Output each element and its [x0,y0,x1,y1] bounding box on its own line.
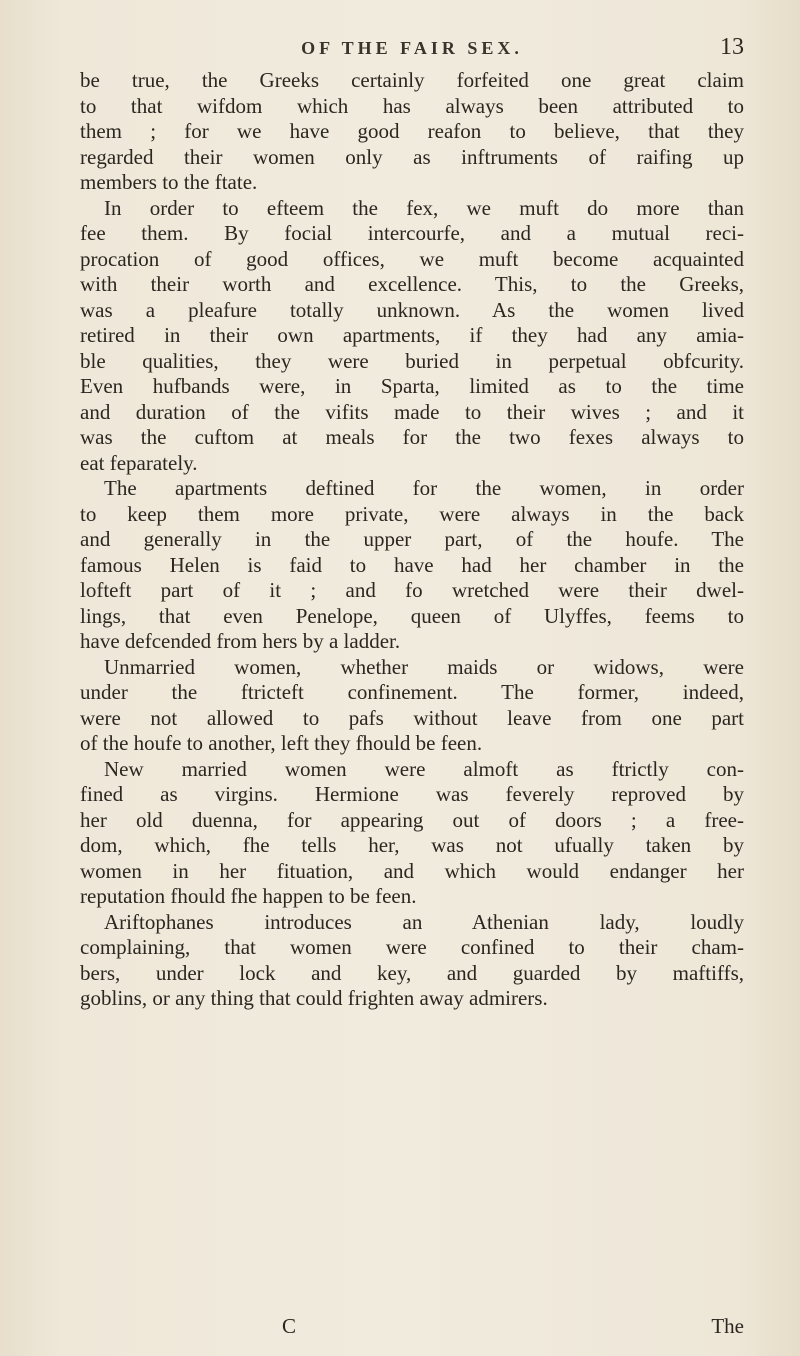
text-line: under the ftricteft confinement. The former, indeed, [80,680,744,704]
text-line: famous Helen is faid to have had her chamber in the [80,552,744,577]
text-line: lings, that even Penelope, queen of Ulyffes, feems to [80,603,744,628]
page-footer [80,1314,744,1342]
signature-mark: C [282,1314,297,1338]
text-line: eat feparately. [80,450,198,475]
body-text [80,68,744,1012]
text-line: regarded their women only as inftruments of raifing up [80,144,744,169]
text-line: procation of good offices, we muft become acquainted [80,246,744,271]
text-line: fined as virgins. Hermione was feverely reproved by [80,782,744,806]
text-line: and duration of the vifits made to their wives ; and it [80,399,744,424]
catchword: The [711,1314,744,1338]
text-line: ble qualities, they were buried in perpetual obfcurity. [80,348,744,373]
text-line: was a pleafure totally unknown. As the women lived [80,297,744,322]
text-line: of the houfe to another, left they fhould be feen. [80,731,483,755]
text-line: were not allowed to pafs without leave from one part [80,705,744,730]
text-line: was the cuftom at meals for the two fexes always to [80,425,744,449]
text-line: New married women were almoft as ftrictly con- [104,756,744,781]
text-line: to that wifdom which has always been attributed to [80,93,744,118]
text-line: reputation fhould fhe happen to be feen. [80,884,417,908]
text-line: members to the ftate. [80,170,258,194]
text-line: Even hufbands were, in Sparta, limited as to the time [80,374,744,398]
text-line: fee them. By focial intercourfe, and a mutual reci- [80,221,744,245]
text-line: her old duenna, for appearing out of doors ; a free- [80,807,744,832]
page-number: 13 [720,34,744,60]
text-line: be true, the Greeks certainly forfeited one great claim [80,68,744,92]
text-line: women in her fituation, and which would endanger her [80,858,744,883]
text-line: bers, under lock and key, and guarded by maftiffs, [80,960,744,985]
text-line: In order to efteem the fex, we muft do more than [104,195,744,220]
text-line: Unmarried women, whether maids or widows, were [104,654,744,679]
text-line: with their worth and excellence. This, to the Greeks, [80,272,744,296]
text-line: goblins, or any thing that could frighten away admirers. [80,986,548,1010]
text-line: to keep them more private, were always in the back [80,501,744,526]
text-line: them ; for we have good reafon to believe, that they [80,119,744,143]
text-line: The apartments deftined for the women, in order [104,476,744,500]
text-line: and generally in the upper part, of the houfe. The [80,527,744,551]
text-line: dom, which, fhe tells her, was not ufually taken by [80,833,744,857]
text-line: complaining, that women were confined to their cham- [80,935,744,959]
text-line: Ariftophanes introduces an Athenian lady, loudly [104,909,744,934]
text-line: lofteft part of it ; and fo wretched were their dwel- [80,578,744,602]
text-line: have defcended from hers by a ladder. [80,629,401,653]
running-title: OF THE FAIR SEX. [301,38,523,58]
running-head [80,32,744,68]
text-line: retired in their own apartments, if they had any amia- [80,323,744,347]
